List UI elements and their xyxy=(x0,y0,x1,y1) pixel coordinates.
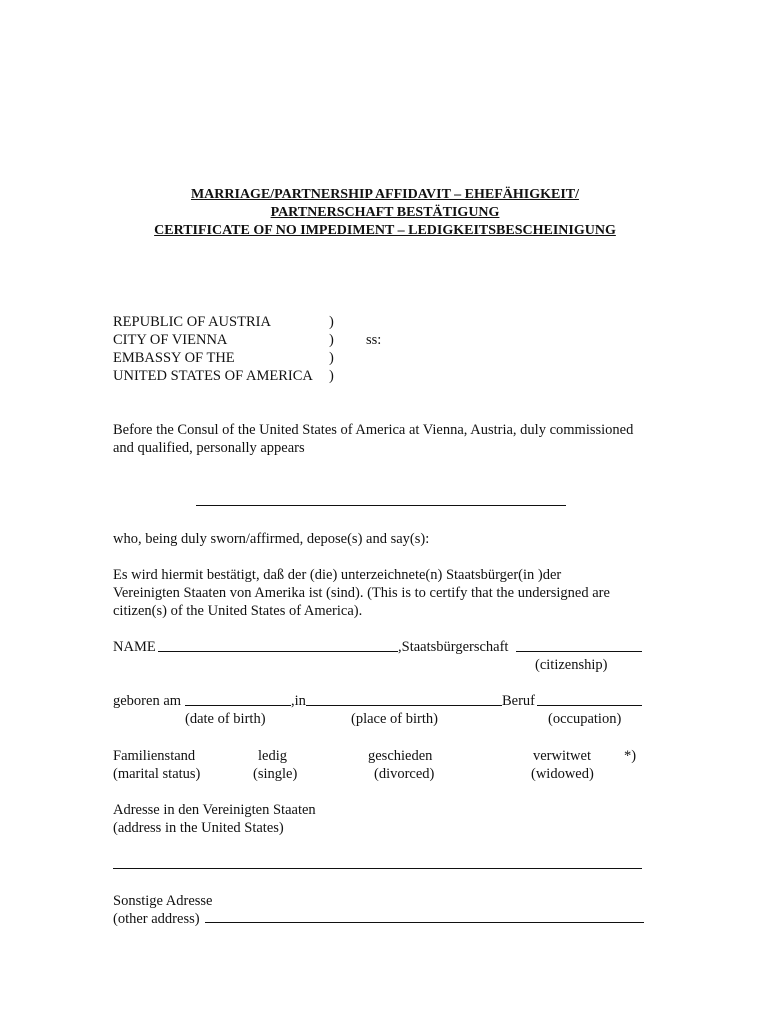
born-label: geboren am xyxy=(113,693,182,709)
place-label: ,in xyxy=(291,693,306,709)
statement-line-3: citizen(s) of the United States of America). xyxy=(113,603,363,619)
footnote-marker: *) xyxy=(624,748,637,764)
option-single[interactable]: ledig xyxy=(258,748,287,764)
us-address-english: (address in the United States) xyxy=(113,820,284,836)
citizenship-field[interactable] xyxy=(516,651,642,652)
option-widowed[interactable]: verwitwet xyxy=(533,748,591,764)
document-title-line-1: MARRIAGE/PARTNERSHIP AFFIDAVIT – EHEFÄHIGKEIT/ xyxy=(190,187,580,202)
venue-line-republic: REPUBLIC OF AUSTRIA xyxy=(113,314,271,330)
venue-line-embassy: EMBASSY OF THE xyxy=(113,350,235,366)
citizenship-label: ,Staatsbürgerschaft xyxy=(398,639,509,655)
venue-paren: ) xyxy=(329,368,334,384)
pob-english: (place of birth) xyxy=(351,711,438,727)
occupation-english: (occupation) xyxy=(548,711,622,727)
affiant-name-field[interactable] xyxy=(196,505,566,506)
intro-line-1: Before the Consul of the United States of America at Vienna, Austria, duly commissioned xyxy=(113,422,634,438)
marital-status-label: Familienstand xyxy=(113,748,196,764)
dob-english: (date of birth) xyxy=(185,711,266,727)
intro-line-2: and qualified, personally appears xyxy=(113,440,305,456)
place-of-birth-field[interactable] xyxy=(306,705,502,706)
venue-paren: ) xyxy=(329,332,334,348)
document-title-line-2: PARTNERSCHAFT BESTÄTIGUNG xyxy=(270,205,500,220)
other-address-label: Sonstige Adresse xyxy=(113,893,213,909)
other-address-field[interactable] xyxy=(205,922,644,923)
venue-line-city: CITY OF VIENNA xyxy=(113,332,228,348)
venue-paren: ) xyxy=(329,314,334,330)
name-label: NAME xyxy=(113,639,156,655)
sworn-statement: who, being duly sworn/affirmed, depose(s) and say(s): xyxy=(113,531,430,547)
ss-label: ss: xyxy=(366,332,382,348)
option-single-english: (single) xyxy=(253,766,298,782)
other-address-english: (other address) xyxy=(113,911,200,927)
option-divorced[interactable]: geschieden xyxy=(368,748,433,764)
option-widowed-english: (widowed) xyxy=(531,766,594,782)
option-divorced-english: (divorced) xyxy=(374,766,435,782)
citizenship-english: (citizenship) xyxy=(535,657,608,673)
marital-status-english: (marital status) xyxy=(113,766,201,782)
statement-line-1: Es wird hiermit bestätigt, daß der (die) unterzeichnete(n) Staatsbürger(in )der xyxy=(113,567,562,583)
venue-paren: ) xyxy=(329,350,334,366)
document-title-line-3: CERTIFICATE OF NO IMPEDIMENT – LEDIGKEITSBESCHEINIGUNG xyxy=(154,223,616,238)
venue-line-usa: UNITED STATES OF AMERICA xyxy=(113,368,313,384)
occupation-label: Beruf xyxy=(502,693,536,709)
name-field[interactable] xyxy=(158,651,398,652)
occupation-field[interactable] xyxy=(537,705,642,706)
us-address-label: Adresse in den Vereinigten Staaten xyxy=(113,802,316,818)
statement-line-2: Vereinigten Staaten von Amerika ist (sind). (This is to certify that the undersigned are xyxy=(113,585,610,601)
us-address-field[interactable] xyxy=(113,868,642,869)
date-of-birth-field[interactable] xyxy=(185,705,291,706)
